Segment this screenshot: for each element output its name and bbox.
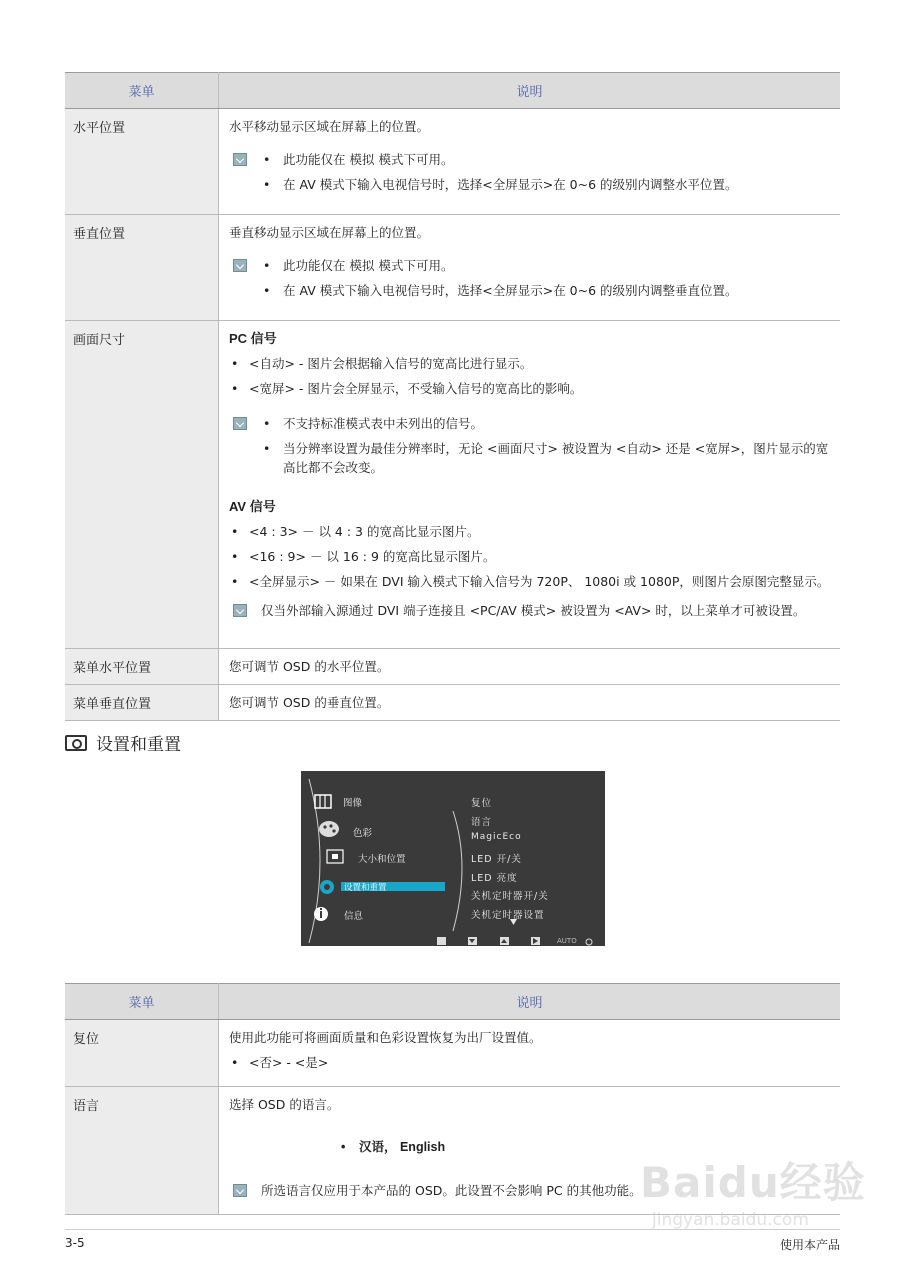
desc-cell bbox=[219, 109, 841, 215]
table-row bbox=[65, 321, 840, 649]
note-icon bbox=[233, 1184, 247, 1197]
osd-item-color: 色彩 bbox=[353, 828, 373, 839]
section-heading bbox=[65, 730, 181, 755]
menu-cell: 复位 bbox=[65, 1020, 219, 1087]
page-number: 3-5 bbox=[65, 1236, 85, 1250]
note-item: • 此功能仅在 模拟 模式下可用。 bbox=[261, 150, 830, 169]
note-icon bbox=[233, 259, 247, 272]
desc-text: 垂直移动显示区域在屏幕上的位置。 bbox=[229, 225, 430, 240]
note-icon bbox=[233, 417, 247, 430]
desc-cell: 您可调节 OSD 的垂直位置。 bbox=[219, 685, 841, 721]
language-options: • 汉语， English bbox=[339, 1138, 830, 1157]
note-icon bbox=[233, 604, 247, 617]
note-item: • 此功能仅在 模拟 模式下可用。 bbox=[261, 256, 830, 275]
list-item: • <否> - <是> bbox=[229, 1053, 830, 1072]
note-block bbox=[229, 414, 830, 483]
list-item: • <宽屏> - 图片会全屏显示，不受输入信号的宽高比的影响。 bbox=[229, 379, 830, 398]
osd-item-picture: 图像 bbox=[343, 798, 363, 809]
menu-cell: 画面尺寸 bbox=[65, 321, 219, 649]
column-header-desc: 说明 bbox=[219, 984, 841, 1020]
note-text: 所选语言仅应用于本产品的 OSD。此设置不会影响 PC 的其他功能。 bbox=[261, 1183, 642, 1198]
menu-cell: 水平位置 bbox=[65, 109, 219, 215]
desc-cell bbox=[219, 1020, 841, 1087]
note-item: • 当分辨率设置为最佳分辨率时，无论 <画面尺寸> 被设置为 <自动> 还是 <宽屏>，图片显示的宽高比都不会改变。 bbox=[261, 439, 830, 477]
section-title: 设置和重置 bbox=[96, 735, 181, 755]
table-row bbox=[65, 685, 840, 721]
desc-text: 使用此功能可将画面质量和色彩设置恢复为出厂设置值。 bbox=[229, 1030, 542, 1045]
list-item: • <16 : 9> － 以 16 : 9 的宽高比显示图片。 bbox=[229, 547, 830, 566]
note-block bbox=[229, 150, 830, 200]
list-item: • <自动> - 图片会根据输入信号的宽高比进行显示。 bbox=[229, 354, 830, 373]
note-item: • 不支持标准模式表中未列出的信号。 bbox=[261, 414, 830, 433]
note-block bbox=[229, 601, 830, 620]
table-row bbox=[65, 649, 840, 685]
note-item: • 在 AV 模式下输入电视信号时，选择<全屏显示>在 0~6 的级别内调整垂直位置。 bbox=[261, 281, 830, 300]
osd-sub-off-timer-setting: 关机定时器设置 bbox=[471, 910, 545, 921]
osd-sub-led-brightness: LED 亮度 bbox=[471, 873, 518, 884]
table-row bbox=[65, 1020, 840, 1087]
osd-sub-magiceco: MagicEco bbox=[471, 832, 522, 842]
watermark-logo: Baidu经验 bbox=[640, 1158, 866, 1207]
watermark-url: jingyan.baidu.com bbox=[652, 1210, 809, 1230]
osd-sub-reset: 复位 bbox=[471, 798, 493, 809]
column-header-menu: 菜单 bbox=[65, 73, 219, 109]
av-signal-title: AV 信号 bbox=[229, 499, 276, 514]
list-item: • <全屏显示> － 如果在 DVI 输入模式下输入信号为 720P、 1080i 或 1080P，则图片会原图完整显示。 bbox=[229, 572, 830, 591]
osd-sub-off-timer-onoff: 关机定时器开/关 bbox=[471, 891, 549, 902]
pc-signal-title: PC 信号 bbox=[229, 331, 277, 346]
osd-item-information: 信息 bbox=[344, 911, 364, 922]
setup-icon bbox=[65, 735, 87, 751]
note-text: 仅当外部输入源通过 DVI 端子连接且 <PC/AV 模式> 被设置为 <AV> 时，以上菜单才可被设置。 bbox=[261, 603, 806, 618]
desc-cell: 您可调节 OSD 的水平位置。 bbox=[219, 649, 841, 685]
menu-cell: 菜单水平位置 bbox=[65, 649, 219, 685]
table-row bbox=[65, 215, 840, 321]
table-row bbox=[65, 109, 840, 215]
osd-auto-label: AUTO bbox=[557, 937, 577, 945]
osd-sub-led-onoff: LED 开/关 bbox=[471, 854, 522, 865]
desc-cell bbox=[219, 321, 841, 649]
column-header-menu: 菜单 bbox=[65, 984, 219, 1020]
watermark bbox=[640, 1150, 866, 1230]
desc-text: 选择 OSD 的语言。 bbox=[229, 1097, 340, 1112]
note-block bbox=[229, 256, 830, 306]
menu-cell: 菜单垂直位置 bbox=[65, 685, 219, 721]
column-header-desc: 说明 bbox=[219, 73, 841, 109]
chapter-title: 使用本产品 bbox=[779, 1238, 840, 1252]
osd-item-size-position: 大小和位置 bbox=[358, 854, 406, 865]
menu-cell: 垂直位置 bbox=[65, 215, 219, 321]
settings-table-1 bbox=[65, 72, 840, 721]
note-item: • 在 AV 模式下输入电视信号时，选择<全屏显示>在 0~6 的级别内调整水平位置。 bbox=[261, 175, 830, 194]
note-icon bbox=[233, 153, 247, 166]
osd-menu-screenshot bbox=[301, 771, 605, 946]
osd-item-setup-reset: 设置和重置 bbox=[344, 883, 387, 893]
menu-cell: 语言 bbox=[65, 1087, 219, 1215]
desc-text: 水平移动显示区域在屏幕上的位置。 bbox=[229, 119, 430, 134]
list-item: • <4 : 3> － 以 4 : 3 的宽高比显示图片。 bbox=[229, 522, 830, 541]
desc-cell bbox=[219, 215, 841, 321]
footer-divider bbox=[65, 1229, 840, 1230]
osd-sub-language: 语言 bbox=[471, 817, 493, 828]
